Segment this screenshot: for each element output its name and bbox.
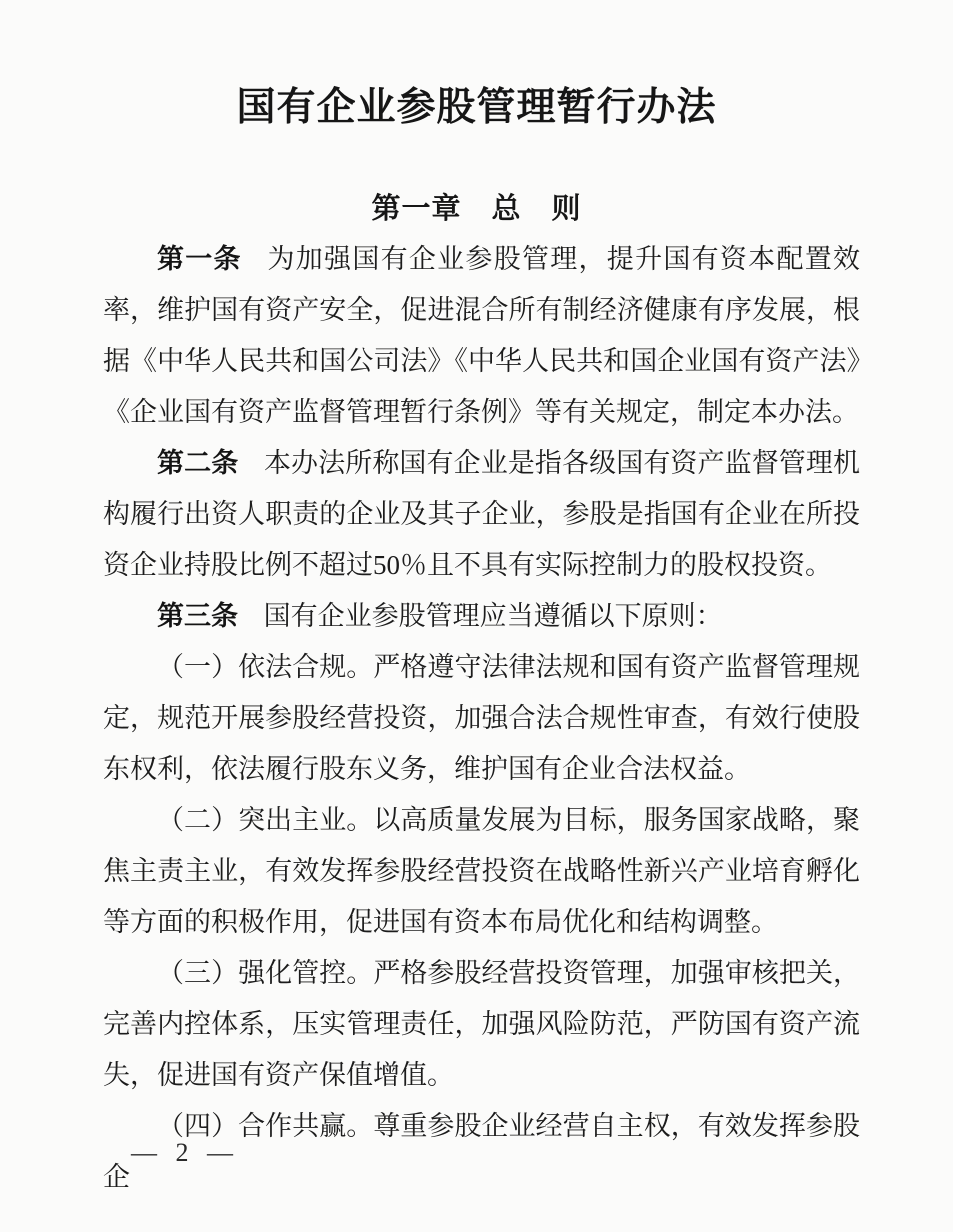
principle-2-text: （二）突出主业。以高质量发展为目标，服务国家战略，聚焦主责主业，有效发挥参股经营投资在战略性新兴产业培育孵化等方面的积极作用，促进国有资本布局优化和结构调整。: [103, 805, 860, 937]
principle-item-2: [103, 795, 860, 948]
page-number: — 2 —: [131, 1138, 239, 1167]
document-title: 国有企业参股管理暂行办法: [236, 86, 717, 129]
article-3-label: 第三条: [157, 601, 238, 631]
principle-item-1: [103, 642, 860, 795]
article-3-text: 国有企业参股管理应当遵循以下原则：: [263, 601, 723, 631]
chapter-heading: 第一章 总 则: [371, 193, 582, 225]
principle-3-text: （三）强化管控。严格参股经营投资管理，加强审核把关，完善内控体系，压实管理责任，加强风险防范，严防国有资产流失，促进国有资产保值增值。: [103, 958, 860, 1090]
principle-1-text: （一）依法合规。严格遵守法律法规和国有资产监督管理规定，规范开展参股经营投资，加强合法合规性审查，有效行使股东权利，依法履行股东义务，维护国有企业合法权益。: [103, 652, 860, 784]
principle-item-3: [103, 948, 860, 1101]
document-body: [103, 234, 860, 1203]
article-paragraph-3: [103, 591, 860, 642]
article-1-label: 第一条: [157, 244, 242, 274]
principle-4-text: （四）合作共赢。尊重参股企业经营自主权，有效发挥参股企: [103, 1111, 860, 1192]
article-paragraph-1: [103, 234, 860, 438]
article-1-text: 为加强国有企业参股管理，提升国有资本配置效率，维护国有资产安全，促进混合所有制经济健康有序发展，根据《中华人民共和国公司法》《中华人民共和国企业国有资产法》《企业国有资产监督管理暂行条例》等有关规定，制定本办法。: [103, 244, 861, 427]
article-paragraph-2: [103, 438, 860, 591]
article-2-text: 本办法所称国有企业是指各级国有资产监督管理机构履行出资人职责的企业及其子企业，参股是指国有企业在所投资企业持股比例不超过50％且不具有实际控制力的股权投资。: [103, 448, 861, 580]
article-2-label: 第二条: [157, 448, 239, 478]
